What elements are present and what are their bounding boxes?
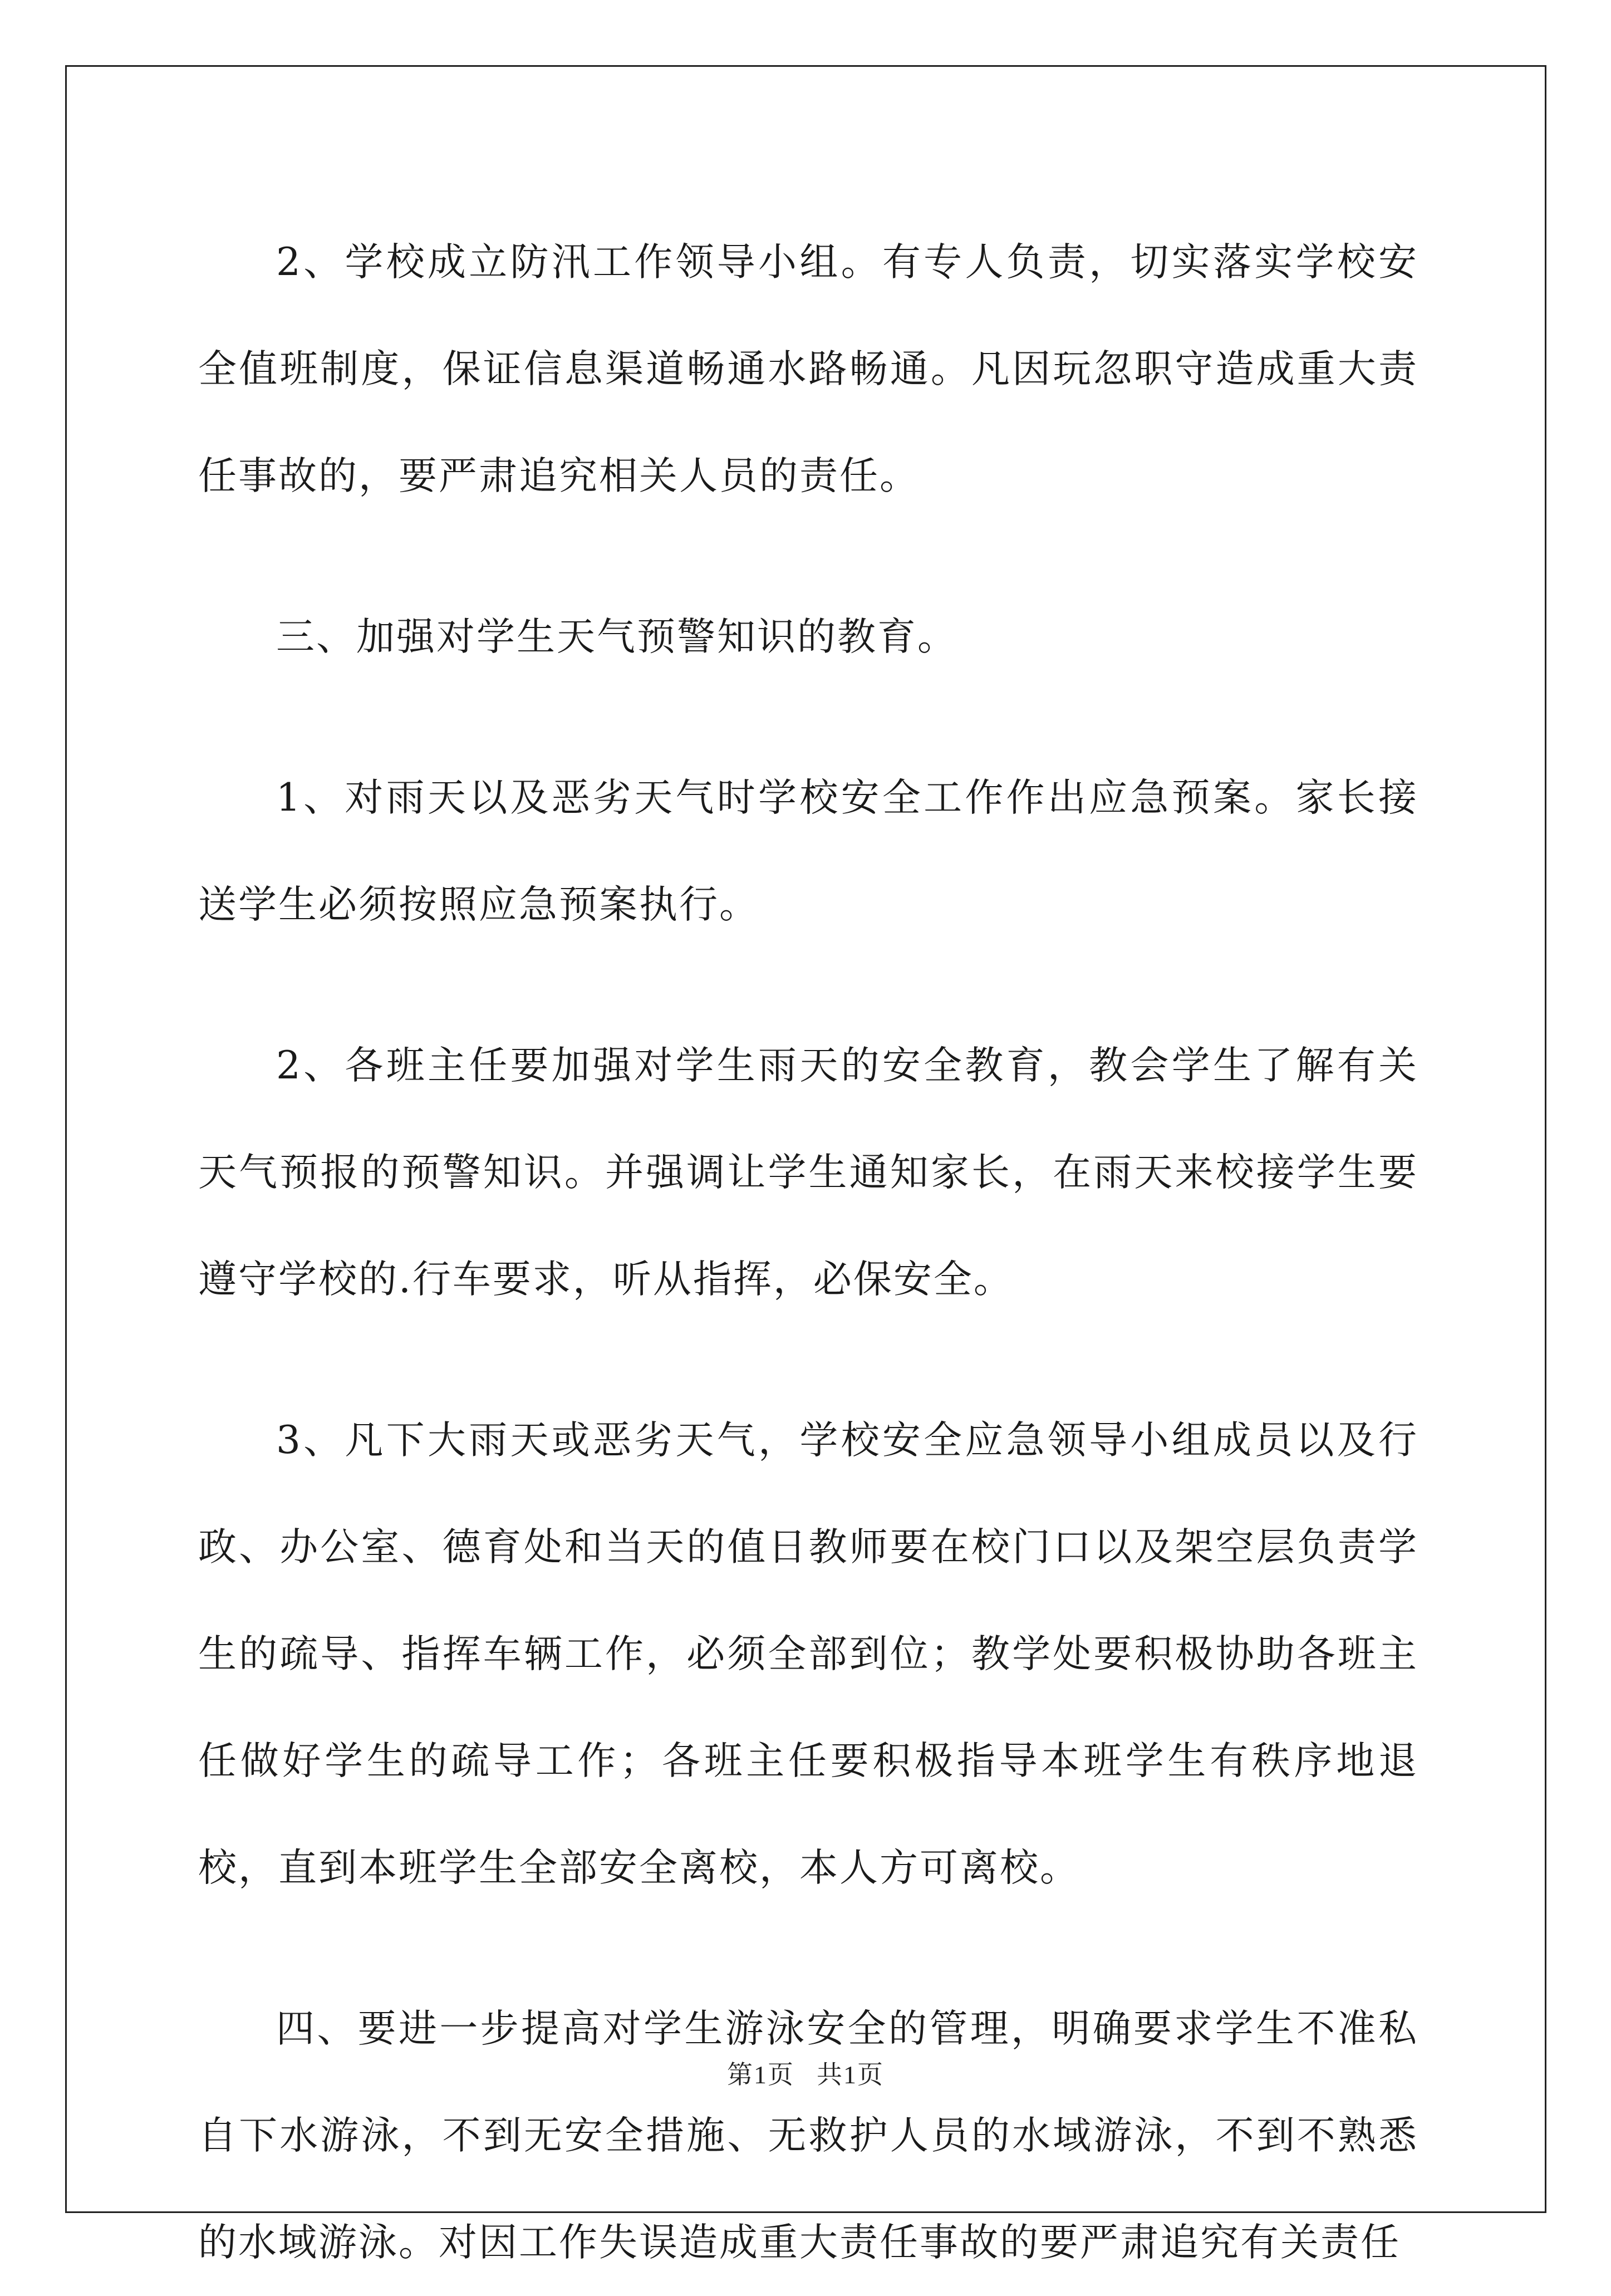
page-total: 共1页 — [817, 2060, 884, 2089]
paragraph-4: 2、各班主任要加强对学生雨天的安全教育，教会学生了解有关天气预报的预警知识。并强调让学生通知家长，在雨天来校接学生要遵守学校的.行车要求，听从指挥，必保安全。 — [198, 1043, 1418, 1302]
paragraph-5: 3、凡下大雨天或恶劣天气，学校安全应急领导小组成员以及行政、办公室、德育处和当天的值日教师要在校门口以及架空层负责学生的疏导、指挥车辆工作，必须全部到位；教学处要积极协助各班主任做好学生的疏导工作；各班主任要积极指导本班学生有秩序地退校，直到本班学生全部安全离校，本人方可离校。 — [198, 1418, 1418, 1890]
page-number: 第1页 — [727, 2060, 794, 2089]
paragraph-1: 2、学校成立防汛工作领导小组。有专人负责，切实落实学校安全值班制度，保证信息渠道畅通水路畅通。凡因玩忽职守造成重大责任事故的，要严肃追究相关人员的责任。 — [198, 240, 1418, 498]
page-footer — [0, 2054, 1611, 2091]
paragraph-3: 1、对雨天以及恶劣天气时学校安全工作作出应急预案。家长接送学生必须按照应急预案执行。 — [198, 776, 1418, 927]
paragraph-6: 四、要进一步提高对学生游泳安全的管理，明确要求学生不准私自下水游泳，不到无安全措施、无救护人员的水域游泳，不到不熟悉的水域游泳。对因工作失误造成重大责任事故的要严肃追究有关责任 — [198, 2006, 1418, 2265]
document-body — [198, 209, 1418, 2296]
paragraph-2: 三、加强对学生天气预警知识的教育。 — [276, 615, 957, 659]
